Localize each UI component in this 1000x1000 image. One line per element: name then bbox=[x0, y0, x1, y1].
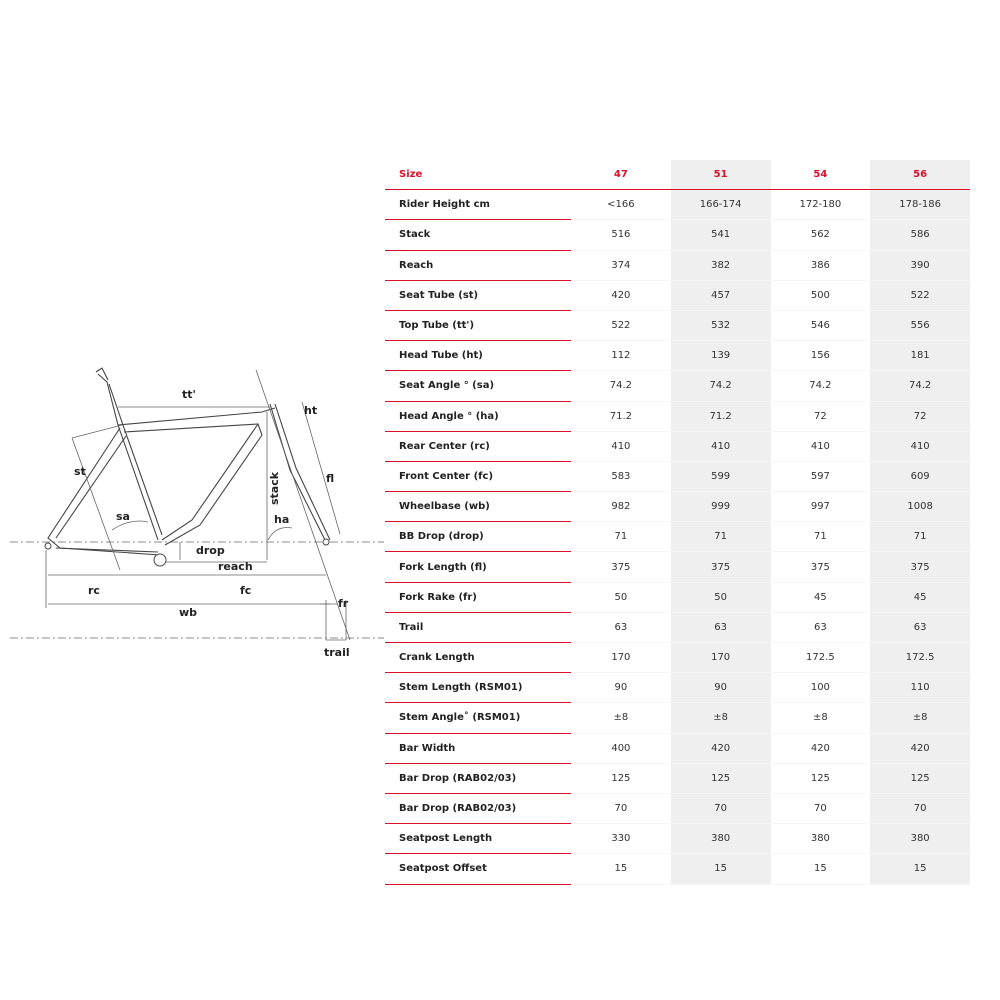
table-cell: 156 bbox=[771, 341, 871, 371]
row-label: Stem Length (RSM01) bbox=[385, 673, 571, 703]
table-cell: 997 bbox=[771, 492, 871, 522]
table-cell: 599 bbox=[671, 461, 771, 491]
rear-hub bbox=[45, 543, 51, 549]
table-cell: 50 bbox=[571, 582, 671, 612]
table-cell: 15 bbox=[870, 854, 970, 884]
row-label: Bar Drop (RAB02/03) bbox=[385, 763, 571, 793]
table-cell: 410 bbox=[671, 431, 771, 461]
table-row bbox=[385, 371, 970, 401]
table-row bbox=[385, 763, 970, 793]
table-cell: 172.5 bbox=[870, 643, 970, 673]
table-cell: 541 bbox=[671, 220, 771, 250]
row-label: Top Tube (tt') bbox=[385, 310, 571, 340]
table-row bbox=[385, 612, 970, 642]
row-label: Seatpost Length bbox=[385, 824, 571, 854]
table-cell: 74.2 bbox=[671, 371, 771, 401]
table-cell: 178-186 bbox=[870, 190, 970, 220]
table-cell: 71 bbox=[671, 522, 771, 552]
table-cell: 522 bbox=[870, 280, 970, 310]
table-cell: 382 bbox=[671, 250, 771, 280]
table-cell: 125 bbox=[671, 763, 771, 793]
table-cell: 546 bbox=[771, 310, 871, 340]
geometry-table-body bbox=[385, 190, 970, 884]
table-cell: 63 bbox=[671, 612, 771, 642]
table-cell: 374 bbox=[571, 250, 671, 280]
table-cell: 170 bbox=[671, 643, 771, 673]
table-cell: 45 bbox=[771, 582, 871, 612]
table-cell: 15 bbox=[671, 854, 771, 884]
table-cell: ±8 bbox=[671, 703, 771, 733]
label-wb: wb bbox=[179, 606, 198, 619]
table-cell: 72 bbox=[870, 401, 970, 431]
label-ha: ha bbox=[274, 513, 290, 526]
table-cell: 375 bbox=[870, 552, 970, 582]
table-cell: 15 bbox=[771, 854, 871, 884]
table-cell: 586 bbox=[870, 220, 970, 250]
table-cell: 74.2 bbox=[771, 371, 871, 401]
table-row bbox=[385, 673, 970, 703]
table-cell: 420 bbox=[571, 280, 671, 310]
table-cell: 90 bbox=[571, 673, 671, 703]
table-cell: 410 bbox=[870, 431, 970, 461]
table-cell: 63 bbox=[870, 612, 970, 642]
row-label: Crank Length bbox=[385, 643, 571, 673]
table-row bbox=[385, 492, 970, 522]
table-row bbox=[385, 793, 970, 823]
table-cell: 170 bbox=[571, 643, 671, 673]
table-cell: 139 bbox=[671, 341, 771, 371]
table-cell: 562 bbox=[771, 220, 871, 250]
table-cell: 500 bbox=[771, 280, 871, 310]
table-cell: 71 bbox=[771, 522, 871, 552]
size-header: 47 bbox=[571, 160, 671, 190]
table-cell: 375 bbox=[771, 552, 871, 582]
table-cell: 532 bbox=[671, 310, 771, 340]
table-cell: 50 bbox=[671, 582, 771, 612]
table-cell: 420 bbox=[671, 733, 771, 763]
frame-geometry-diagram bbox=[0, 350, 384, 670]
row-label: Seat Angle ° (sa) bbox=[385, 371, 571, 401]
table-cell: 999 bbox=[671, 492, 771, 522]
table-cell: 166-174 bbox=[671, 190, 771, 220]
row-label: Reach bbox=[385, 250, 571, 280]
table-cell: 597 bbox=[771, 461, 871, 491]
table-row bbox=[385, 824, 970, 854]
label-ht: ht bbox=[304, 404, 318, 417]
table-cell: 71.2 bbox=[571, 401, 671, 431]
size-header: 51 bbox=[671, 160, 771, 190]
label-tt: tt' bbox=[182, 388, 196, 401]
table-row bbox=[385, 522, 970, 552]
table-row bbox=[385, 401, 970, 431]
table-cell: ±8 bbox=[771, 703, 871, 733]
table-cell: 110 bbox=[870, 673, 970, 703]
table-cell: 70 bbox=[771, 793, 871, 823]
label-drop: drop bbox=[196, 544, 225, 557]
table-cell: 583 bbox=[571, 461, 671, 491]
table-cell: 380 bbox=[870, 824, 970, 854]
table-cell: 330 bbox=[571, 824, 671, 854]
table-cell: 410 bbox=[771, 431, 871, 461]
table-cell: 63 bbox=[771, 612, 871, 642]
table-row bbox=[385, 552, 970, 582]
row-label: Bar Width bbox=[385, 733, 571, 763]
row-label: Stack bbox=[385, 220, 571, 250]
table-cell: 380 bbox=[671, 824, 771, 854]
table-cell: 420 bbox=[870, 733, 970, 763]
table-cell: 609 bbox=[870, 461, 970, 491]
table-row bbox=[385, 582, 970, 612]
table-cell: 410 bbox=[571, 431, 671, 461]
table-cell: 375 bbox=[571, 552, 671, 582]
table-cell: 125 bbox=[771, 763, 871, 793]
row-label: Stem Angle˚ (RSM01) bbox=[385, 703, 571, 733]
label-fl: fl bbox=[326, 472, 335, 485]
table-row bbox=[385, 341, 970, 371]
table-row bbox=[385, 733, 970, 763]
row-label: Head Angle ° (ha) bbox=[385, 401, 571, 431]
table-cell: 45 bbox=[870, 582, 970, 612]
label-reach: reach bbox=[218, 560, 253, 573]
front-hub bbox=[323, 539, 329, 545]
row-label: Rider Height cm bbox=[385, 190, 571, 220]
table-cell: 71.2 bbox=[671, 401, 771, 431]
table-cell: 15 bbox=[571, 854, 671, 884]
table-cell: 112 bbox=[571, 341, 671, 371]
table-row bbox=[385, 250, 970, 280]
row-label: Front Center (fc) bbox=[385, 461, 571, 491]
row-label: Rear Center (rc) bbox=[385, 431, 571, 461]
table-cell: 125 bbox=[870, 763, 970, 793]
label-fc: fc bbox=[240, 584, 252, 597]
row-label: Seat Tube (st) bbox=[385, 280, 571, 310]
size-header: 54 bbox=[771, 160, 871, 190]
table-row bbox=[385, 431, 970, 461]
row-label: Wheelbase (wb) bbox=[385, 492, 571, 522]
size-header-label: Size bbox=[385, 160, 571, 190]
table-row bbox=[385, 280, 970, 310]
label-rc: rc bbox=[88, 584, 100, 597]
row-label: Fork Rake (fr) bbox=[385, 582, 571, 612]
table-cell: 100 bbox=[771, 673, 871, 703]
size-header: 56 bbox=[870, 160, 970, 190]
table-cell: 70 bbox=[870, 793, 970, 823]
table-cell: 1008 bbox=[870, 492, 970, 522]
table-cell: 125 bbox=[571, 763, 671, 793]
geometry-table bbox=[385, 160, 970, 885]
table-row bbox=[385, 220, 970, 250]
fl-dim bbox=[302, 402, 340, 534]
table-row bbox=[385, 461, 970, 491]
table-cell: 72 bbox=[771, 401, 871, 431]
label-st: st bbox=[74, 465, 86, 478]
table-cell: 181 bbox=[870, 341, 970, 371]
table-cell: 74.2 bbox=[571, 371, 671, 401]
table-cell: <166 bbox=[571, 190, 671, 220]
table-cell: 386 bbox=[771, 250, 871, 280]
row-label: BB Drop (drop) bbox=[385, 522, 571, 552]
table-cell: 390 bbox=[870, 250, 970, 280]
table-cell: 172-180 bbox=[771, 190, 871, 220]
table-row bbox=[385, 190, 970, 220]
label-fr: fr bbox=[338, 597, 349, 610]
table-cell: 400 bbox=[571, 733, 671, 763]
table-cell: ±8 bbox=[870, 703, 970, 733]
table-cell: 70 bbox=[571, 793, 671, 823]
table-cell: 380 bbox=[771, 824, 871, 854]
table-cell: 420 bbox=[771, 733, 871, 763]
table-row bbox=[385, 854, 970, 884]
table-cell: 375 bbox=[671, 552, 771, 582]
table-cell: 522 bbox=[571, 310, 671, 340]
label-sa: sa bbox=[116, 510, 130, 523]
row-label: Seatpost Offset bbox=[385, 854, 571, 884]
table-cell: 556 bbox=[870, 310, 970, 340]
ha-arc bbox=[268, 528, 292, 541]
table-cell: 70 bbox=[671, 793, 771, 823]
table-cell: ±8 bbox=[571, 703, 671, 733]
size-header-row bbox=[385, 160, 970, 190]
table-cell: 71 bbox=[571, 522, 671, 552]
table-cell: 982 bbox=[571, 492, 671, 522]
label-stack: stack bbox=[268, 471, 281, 505]
row-label: Bar Drop (RAB02/03) bbox=[385, 793, 571, 823]
row-label: Head Tube (ht) bbox=[385, 341, 571, 371]
table-cell: 71 bbox=[870, 522, 970, 552]
table-cell: 90 bbox=[671, 673, 771, 703]
table-cell: 74.2 bbox=[870, 371, 970, 401]
table-cell: 172.5 bbox=[771, 643, 871, 673]
bottom-bracket bbox=[154, 554, 166, 566]
table-cell: 457 bbox=[671, 280, 771, 310]
row-label: Trail bbox=[385, 612, 571, 642]
table-row bbox=[385, 703, 970, 733]
table-row bbox=[385, 643, 970, 673]
label-trail: trail bbox=[324, 646, 350, 659]
table-cell: 63 bbox=[571, 612, 671, 642]
table-row bbox=[385, 310, 970, 340]
row-label: Fork Length (fl) bbox=[385, 552, 571, 582]
table-cell: 516 bbox=[571, 220, 671, 250]
